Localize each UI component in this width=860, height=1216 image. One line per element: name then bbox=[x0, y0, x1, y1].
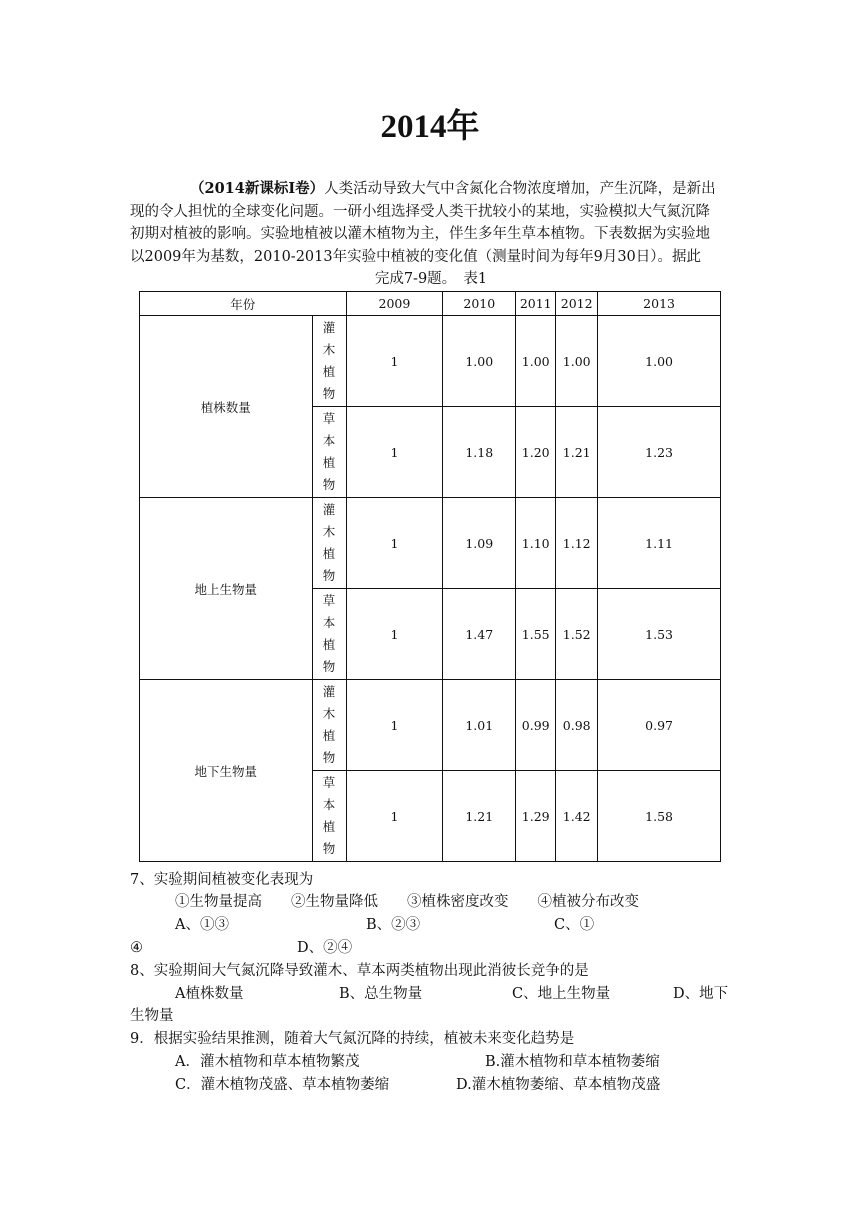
table-cell: 1 bbox=[346, 316, 443, 407]
table-cell: 1.53 bbox=[598, 589, 721, 680]
table-cell: 1 bbox=[346, 680, 443, 771]
q7-stem: 7、实验期间植被变化表现为 bbox=[130, 872, 314, 888]
sub-label: 灌 木 植 物 bbox=[312, 680, 346, 771]
header-2010: 2010 bbox=[443, 292, 516, 316]
table-cell: 1.00 bbox=[598, 316, 721, 407]
q8-option-b: B、总生物量 bbox=[339, 986, 423, 1002]
sub-label: 灌 木 植 物 bbox=[312, 316, 346, 407]
table-header-row bbox=[140, 292, 721, 316]
table-cell: 1.29 bbox=[516, 771, 556, 862]
sub-label: 草 本 植 物 bbox=[312, 407, 346, 498]
table-cell: 1 bbox=[346, 498, 443, 589]
table-cell: 1.00 bbox=[556, 316, 598, 407]
q8-option-a: A植株数量 bbox=[175, 986, 244, 1002]
table-cell: 1.21 bbox=[556, 407, 598, 498]
table-row bbox=[140, 316, 721, 407]
header-2009: 2009 bbox=[346, 292, 443, 316]
q9-option-a: A．灌木植物和草本植物繁茂 bbox=[175, 1054, 360, 1070]
table-cell: 1.23 bbox=[598, 407, 721, 498]
table-cell: 1.18 bbox=[443, 407, 516, 498]
table-row bbox=[140, 680, 721, 771]
table-cell: 1 bbox=[346, 771, 443, 862]
table-cell: 0.97 bbox=[598, 680, 721, 771]
q7-option-c-cont: ④ bbox=[130, 940, 143, 956]
q7-option-d: D、②④ bbox=[297, 940, 353, 956]
q7-option-b: B、②③ bbox=[366, 917, 421, 933]
table-cell: 1.55 bbox=[516, 589, 556, 680]
q8-option-d-cont: 生物量 bbox=[130, 1008, 174, 1024]
table-cell: 1.52 bbox=[556, 589, 598, 680]
source-tag: （2014新课标Ⅰ卷） bbox=[190, 180, 325, 197]
table-cell: 1 bbox=[346, 589, 443, 680]
q9-option-c: C．灌木植物茂盛、草本植物萎缩 bbox=[175, 1077, 390, 1093]
table-cell: 1.10 bbox=[516, 498, 556, 589]
q7-option-c: C、① bbox=[554, 917, 595, 933]
table-cell: 1.47 bbox=[443, 589, 516, 680]
q9-option-d: D.灌木植物萎缩、草本植物茂盛 bbox=[456, 1077, 661, 1093]
q8-option-d: D、地下 bbox=[673, 986, 729, 1002]
table-cell: 1.20 bbox=[516, 407, 556, 498]
sub-label: 灌 木 植 物 bbox=[312, 498, 346, 589]
table-cell: 1.00 bbox=[516, 316, 556, 407]
table-cell: 1.09 bbox=[443, 498, 516, 589]
intro-line-2: 现的令人担忧的全球变化问题。一研小组选择受人类干扰较小的某地，实验模拟大气氮沉降 bbox=[130, 203, 710, 220]
table-cell: 0.98 bbox=[556, 680, 598, 771]
table-cell: 1 bbox=[346, 407, 443, 498]
header-year: 年份 bbox=[140, 292, 347, 316]
intro-line-1: 人类活动导致大气中含氮化合物浓度增加，产生沉降，是新出 bbox=[324, 181, 716, 197]
q7-items: ①生物量提高 ②生物量降低 ③植株密度改变 ④植被分布改变 bbox=[175, 894, 639, 910]
intro-line-5: 完成7-9题。 表1 bbox=[374, 271, 488, 287]
data-table bbox=[139, 291, 721, 862]
sub-label: 草 本 植 物 bbox=[312, 771, 346, 862]
header-2011: 2011 bbox=[516, 292, 556, 316]
table-cell: 1.00 bbox=[443, 316, 516, 407]
table-cell: 1.42 bbox=[556, 771, 598, 862]
table-row bbox=[140, 498, 721, 589]
table-cell: 1.01 bbox=[443, 680, 516, 771]
table-cell: 1.11 bbox=[598, 498, 721, 589]
q7-option-a: A、①③ bbox=[175, 917, 229, 933]
header-2013: 2013 bbox=[598, 292, 721, 316]
sub-label: 草 本 植 物 bbox=[312, 589, 346, 680]
page-title: 2014年 bbox=[380, 109, 480, 145]
group-label: 地上生物量 bbox=[140, 498, 313, 680]
intro-paragraph bbox=[130, 178, 732, 291]
intro-line-4: 以2009年为基数，2010-2013年实验中植被的变化值（测量时间为每年9月30日）。据此 bbox=[130, 248, 702, 265]
table-cell: 1.12 bbox=[556, 498, 598, 589]
group-label: 地下生物量 bbox=[140, 680, 313, 862]
q8-option-c: C、地上生物量 bbox=[512, 986, 611, 1002]
q9-stem: 9．根据实验结果推测，随着大气氮沉降的持续，植被未来变化趋势是 bbox=[130, 1031, 575, 1047]
table-cell: 1.21 bbox=[443, 771, 516, 862]
header-2012: 2012 bbox=[556, 292, 598, 316]
table-cell: 1.58 bbox=[598, 771, 721, 862]
q8-stem: 8、实验期间大气氮沉降导致灌木、草本两类植物出现此消彼长竞争的是 bbox=[130, 963, 589, 979]
q9-option-b: B.灌木植物和草本植物萎缩 bbox=[485, 1054, 660, 1070]
table-cell: 0.99 bbox=[516, 680, 556, 771]
group-label: 植株数量 bbox=[140, 316, 313, 498]
intro-line-3: 初期对植被的影响。实验地植被以灌木植物为主，伴生多年生草本植物。下表数据为实验地 bbox=[130, 226, 710, 242]
